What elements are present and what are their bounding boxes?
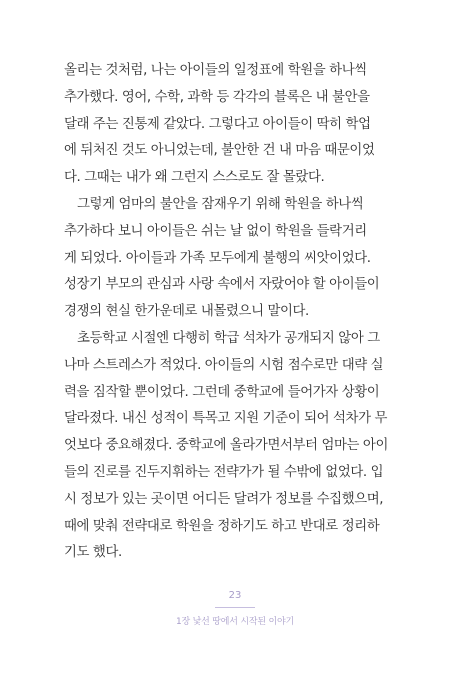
text-line: 나마 스트레스가 적었다. 아이들의 시험 점수로만 대략 실 (64, 357, 384, 373)
text-line: 추가하다 보니 아이들은 쉬는 날 없이 학원을 들락거리 (64, 223, 367, 239)
paragraph (64, 192, 416, 326)
text-line: 그렇게 엄마의 불안을 잠재우기 위해 학원을 하나씩 (77, 196, 364, 212)
text-line: 올리는 것처럼, 나는 아이들의 일정표에 학원을 하나씩 (64, 63, 367, 78)
text-line: 력을 짐작할 뿐이었다. 그런데 중학교에 들어가자 상황이 (64, 384, 380, 400)
text-line: 들의 진로를 진두지휘하는 전략가가 될 수밖에 없었다. 입 (64, 464, 384, 480)
text-line: 달래 주는 진통제 같았다. 그렇다고 아이들이 딱히 학업 (64, 116, 371, 132)
text-line: 성장기 부모의 관심과 사랑 속에서 자랐어야 할 아이들이 (64, 277, 380, 293)
running-footer-title: 1장 낯선 땅에서 시작된 이야기 (175, 617, 295, 627)
page-number: 23 (228, 590, 242, 601)
paragraph (64, 326, 416, 567)
paragraph (64, 58, 416, 192)
text-line: 달라졌다. 내신 성적이 특목고 지원 기준이 되어 석차가 무 (64, 411, 388, 427)
text-line: 때에 맞춰 전략대로 학원을 정하기도 하고 반대로 정리하 (64, 518, 380, 534)
text-line: 게 되었다. 아이들과 가족 모두에게 불행의 씨앗이었다. (64, 250, 371, 266)
text-line: 에 뒤처진 것도 아니었는데, 불안한 건 내 마음 때문이었 (64, 143, 375, 159)
text-line: 경쟁의 현실 한가운데로 내몰렸으니 말이다. (64, 304, 309, 320)
body-text (64, 58, 416, 567)
text-line: 초등학교 시절엔 다행히 학급 석차가 공개되지 않아 그 (77, 330, 380, 346)
footer-divider (215, 607, 255, 608)
text-line: 엇보다 중요해졌다. 중학교에 올라가면서부터 엄마는 아이 (64, 438, 388, 454)
text-line: 시 정보가 있는 곳이면 어디든 달려가 정보를 수집했으며, (64, 491, 384, 507)
text-line: 기도 했다. (64, 545, 122, 561)
text-line: 다. 그때는 내가 왜 그런지 스스로도 잘 몰랐다. (64, 170, 325, 186)
text-line: 추가했다. 영어, 수학, 과학 등 각각의 블록은 내 불안을 (64, 89, 370, 105)
